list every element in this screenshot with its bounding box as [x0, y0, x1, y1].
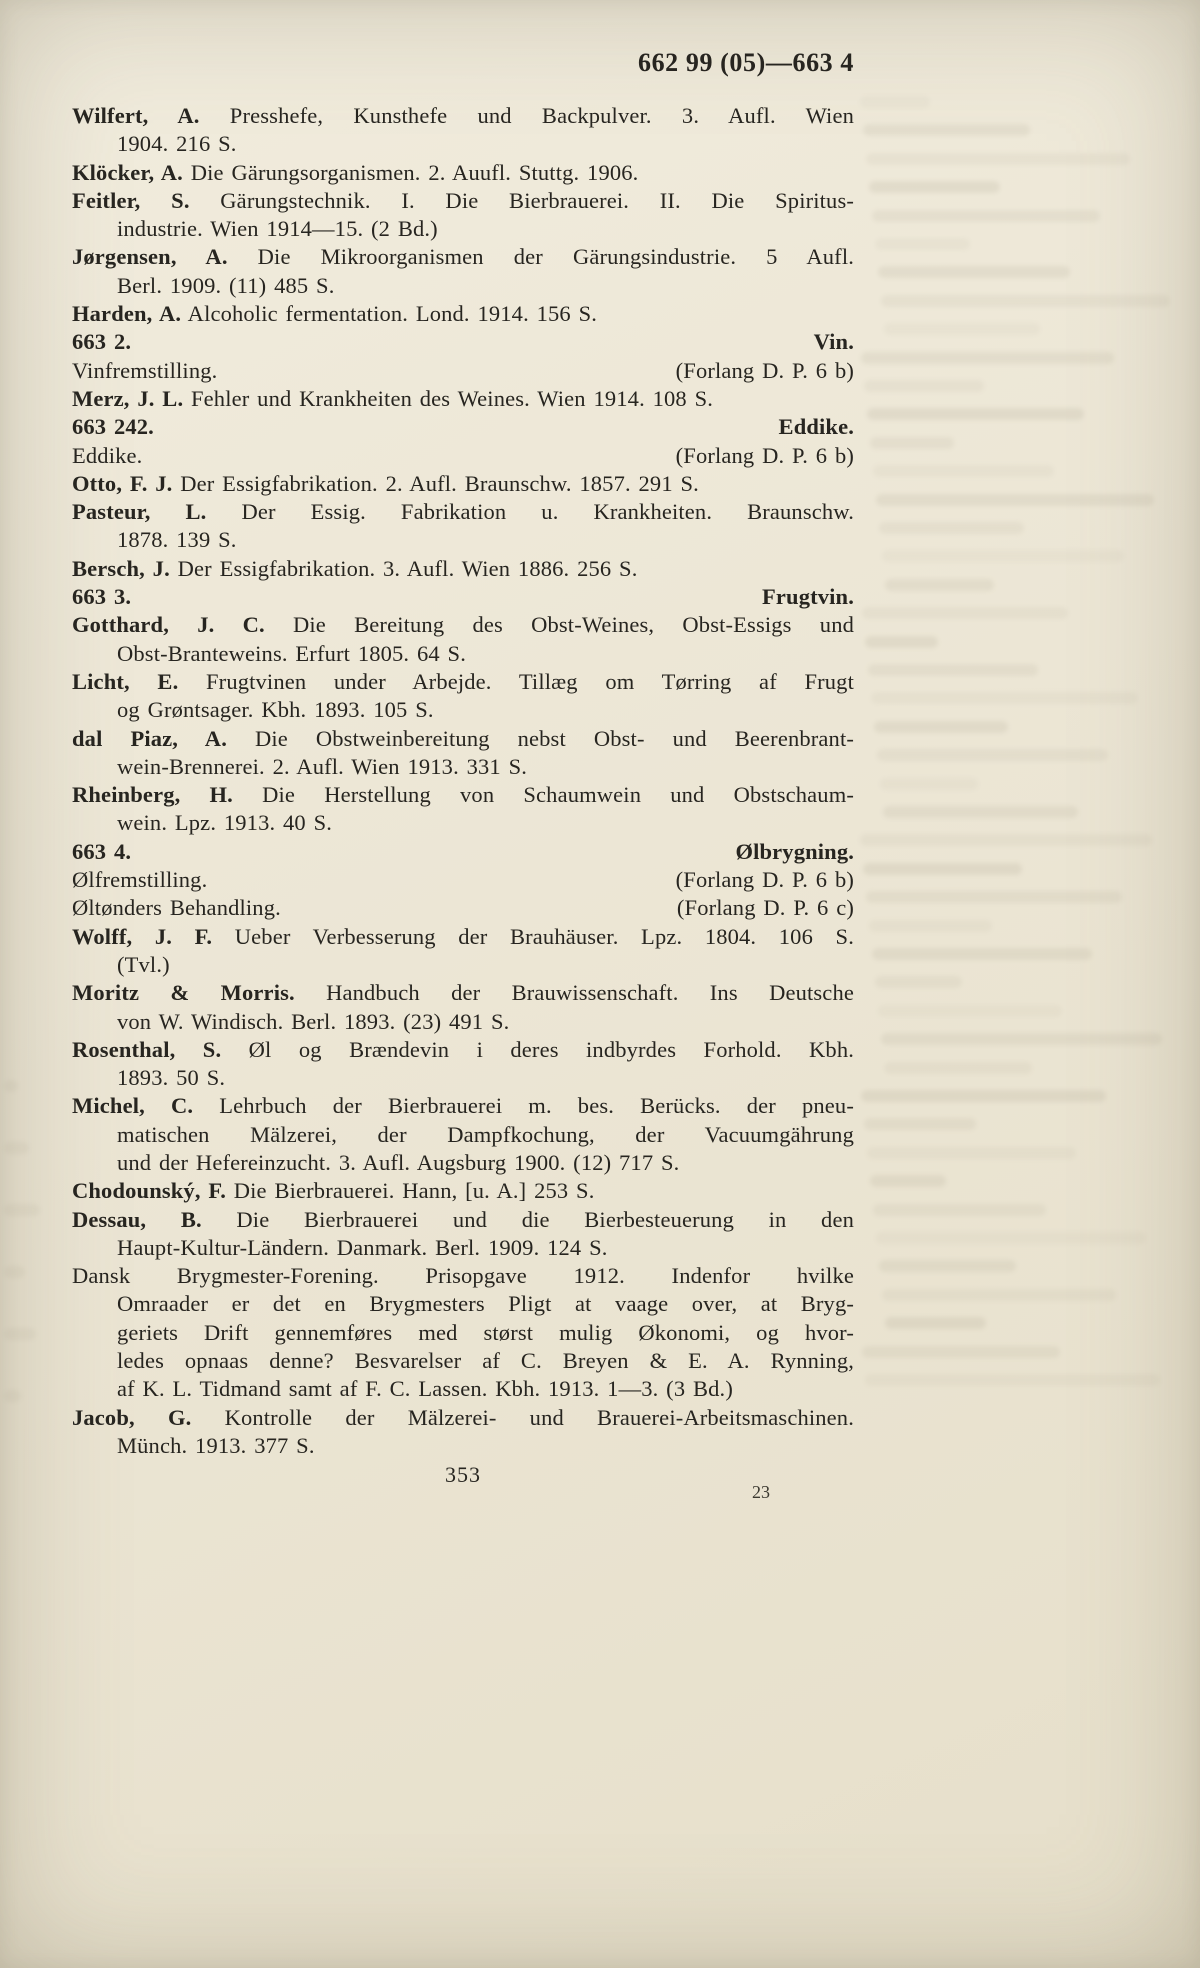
catalog-note-row — [72, 357, 854, 385]
bibliography-entry — [72, 385, 854, 413]
catalog-note-row — [72, 894, 854, 922]
entry-line: Münch. 1913. 377 S. — [117, 1432, 315, 1458]
entry-line: Feitler, S. Gärungstechnik. I. Die Bierbrauerei. II. Die Spiritus- — [72, 187, 854, 213]
bibliography-entry — [72, 470, 854, 498]
bleedthrough-mark — [875, 976, 962, 988]
catalog-note-row — [72, 866, 854, 894]
bleedthrough-mark — [876, 1232, 1146, 1244]
bleedthrough-mark — [4, 1080, 18, 1092]
bleedthrough-mark — [882, 1289, 1116, 1301]
bleedthrough-mark — [870, 437, 954, 449]
bibliography-entry — [72, 923, 854, 980]
bleedthrough-mark — [869, 920, 992, 932]
entry-author: Merz, J. L. — [72, 385, 184, 411]
bleedthrough-mark — [879, 522, 1024, 534]
section-label: Frugtvin. — [762, 584, 854, 610]
entry-author: Klöcker, A. — [72, 159, 183, 185]
bleedthrough-mark — [4, 1328, 36, 1340]
entry-line: og Grøntsager. Kbh. 1893. 105 S. — [117, 697, 434, 723]
entry-line: Wilfert, A. Presshefe, Kunsthefe und Backpulver. 3. Aufl. Wien — [72, 103, 854, 128]
section-code: 663 2. — [72, 329, 132, 355]
entry-line: Wolff, J. F. Ueber Verbesserung der Brauhäuser. Lpz. 1804. 106 S. — [72, 923, 854, 949]
bleedthrough-mark — [878, 266, 1070, 278]
entry-line: von W. Windisch. Berl. 1893. (23) 491 S. — [117, 1008, 510, 1034]
bleedthrough-mark — [865, 1374, 1160, 1386]
bibliography-entry — [72, 1092, 854, 1177]
entry-author: Feitler, S. — [72, 187, 190, 213]
note-left: Ølfremstilling. — [72, 867, 208, 893]
note-right: (Forlang D. P. 6 c) — [676, 895, 854, 921]
entry-author: Pasteur, L. — [72, 499, 207, 525]
entry-line: Gotthard, J. C. Die Bereitung des Obst-Weines, Obst-Essigs und — [72, 612, 854, 638]
entry-line: 1904. 216 S. — [117, 131, 237, 157]
page-number: 353 — [445, 1462, 481, 1487]
entry-line: Harden, A. Alcoholic fermentation. Lond. 1914. 156 S. — [72, 301, 598, 327]
entry-line: Obst-Branteweins. Erfurt 1805. 64 S. — [117, 640, 466, 666]
entry-line: Berl. 1909. (11) 485 S. — [117, 272, 335, 298]
bleedthrough-mark — [880, 778, 978, 790]
entry-line: dal Piaz, A. Die Obstweinbereitung nebst Obst- und Beerenbrant- — [72, 725, 854, 751]
entry-line: ledes opnaas denne? Besvarelser af C. Breyen & E. A. Rynning, — [117, 1348, 854, 1374]
section-label: Eddike. — [778, 414, 854, 440]
note-left: Vinfremstilling. — [72, 357, 218, 383]
bleedthrough-mark — [4, 1142, 29, 1154]
bleedthrough-mark — [879, 1260, 1016, 1272]
entry-line: Moritz & Morris. Handbuch der Brauwissenschaft. Ins Deutsche — [72, 980, 854, 1006]
entry-line: Merz, J. L. Fehler und Krankheiten des Weines. Wien 1914. 108 S. — [72, 385, 714, 411]
bibliography-entry — [72, 611, 854, 668]
catalog-note-row — [72, 442, 854, 470]
section-row — [72, 413, 854, 441]
note-left: Eddike. — [72, 442, 143, 468]
entry-line: geriets Drift gennemføres med størst mulig Økonomi, og hvor- — [117, 1319, 854, 1345]
bleedthrough-mark — [861, 352, 1114, 364]
entry-author: Licht, E. — [72, 668, 179, 694]
bibliography-entry — [72, 979, 854, 1036]
bleedthrough-mark — [4, 1390, 21, 1402]
bleedthrough-mark — [883, 806, 1078, 818]
bleedthrough-mark — [874, 721, 1008, 733]
bleedthrough-mark — [885, 1317, 986, 1329]
entry-author: Bersch, J. — [72, 555, 170, 581]
note-right: (Forlang D. P. 6 b) — [675, 357, 854, 383]
section-code: 663 3. — [72, 584, 132, 610]
bleedthrough-mark — [873, 1204, 1046, 1216]
bibliography — [72, 102, 854, 1460]
bleedthrough-mark — [865, 636, 938, 648]
note-right: (Forlang D. P. 6 b) — [675, 867, 854, 893]
note-left: Øltønders Behandling. — [72, 895, 281, 921]
bleedthrough-mark — [4, 1266, 25, 1278]
entry-line: af K. L. Tidmand samt af F. C. Lassen. Kbh. 1913. 1—3. (3 Bd.) — [117, 1376, 733, 1402]
bleedthrough-mark — [867, 408, 1084, 420]
bleedthrough-mark — [863, 863, 1022, 875]
entry-author: Michel, C. — [72, 1093, 194, 1119]
entry-author: Gotthard, J. C. — [72, 612, 265, 638]
bleedthrough-mark — [872, 948, 1092, 960]
corner-number: 23 — [752, 1482, 770, 1502]
entry-line: wein-Brennerei. 2. Aufl. Wien 1913. 331 S. — [117, 753, 528, 779]
bleedthrough-mark — [868, 664, 1038, 676]
entry-author: Otto, F. J. — [72, 470, 173, 496]
section-code: 663 242. — [72, 414, 154, 440]
entry-line: 1878. 139 S. — [117, 527, 237, 553]
bleedthrough-mark — [862, 1346, 1060, 1358]
entry-author: Jacob, G. — [72, 1404, 192, 1430]
bleedthrough-mark — [869, 181, 1000, 193]
bibliography-entry — [72, 300, 854, 328]
entry-line: Michel, C. Lehrbuch der Bierbrauerei m. bes. Berücks. der pneu- — [72, 1093, 854, 1119]
entry-line: Bersch, J. Der Essigfabrikation. 3. Aufl. Wien 1886. 256 S. — [72, 555, 638, 581]
entry-line: und der Hefereinzucht. 3. Aufl. Augsburg 1900. (12) 717 S. — [117, 1149, 680, 1175]
entry-line: 1893. 50 S. — [117, 1065, 226, 1091]
section-row — [72, 583, 854, 611]
bleedthrough-mark — [878, 1005, 1062, 1017]
entry-author: Wilfert, A. — [72, 103, 200, 128]
entry-line: Dessau, B. Die Bierbrauerei und die Bierbesteuerung in den — [72, 1206, 854, 1232]
entry-author: Rosenthal, S. — [72, 1036, 222, 1062]
entry-line: Chodounský, F. Die Bierbrauerei. Hann, [u. A.] 253 S. — [72, 1178, 595, 1204]
bibliography-entry — [72, 159, 854, 187]
entry-line: matischen Mälzerei, der Dampfkochung, der Vacuumgährung — [117, 1121, 854, 1147]
bibliography-entry — [72, 102, 854, 159]
bleedthrough-mark — [4, 1204, 40, 1216]
bibliography-entry — [72, 668, 854, 725]
entry-line: Haupt-Kultur-Ländern. Danmark. Berl. 1909. 124 S. — [117, 1234, 608, 1260]
bleedthrough-mark — [873, 465, 1054, 477]
entry-author: Chodounský, F. — [72, 1178, 226, 1204]
bleedthrough-mark — [862, 607, 1068, 619]
section-row — [72, 328, 854, 356]
bleedthrough-mark — [860, 834, 1152, 846]
entry-line: Omraader er det en Brygmesters Pligt at vaage over, at Bryg- — [117, 1291, 854, 1317]
entry-author: Wolff, J. F. — [72, 923, 213, 949]
bibliography-entry — [72, 725, 854, 782]
bleedthrough-mark — [867, 1147, 1076, 1159]
entry-line: Rosenthal, S. Øl og Brændevin i deres indbyrdes Forhold. Kbh. — [72, 1036, 854, 1062]
bleedthrough-mark — [876, 494, 1154, 506]
entry-line: Jacob, G. Kontrolle der Mälzerei- und Brauerei-Arbeitsmaschinen. — [72, 1404, 854, 1430]
bleedthrough-mark — [872, 210, 1100, 222]
bleedthrough-mark — [871, 692, 1138, 704]
bleedthrough-mark — [875, 238, 970, 250]
classmark-header: 662 99 (05)—663 4 — [637, 48, 854, 77]
bleedthrough-mark — [884, 323, 1040, 335]
bibliography-entry — [72, 1206, 854, 1263]
bleedthrough-mark — [864, 1118, 976, 1130]
bleedthrough-mark — [877, 749, 1108, 761]
entry-line: Otto, F. J. Der Essigfabrikation. 2. Aufl. Braunschw. 1857. 291 S. — [72, 470, 699, 496]
bibliography-entry — [72, 243, 854, 300]
section-label: Vin. — [813, 329, 854, 355]
bibliography-entry — [72, 555, 854, 583]
entry-line: Rheinberg, H. Die Herstellung von Schaumwein und Obstschaum- — [72, 782, 854, 808]
entry-author: Dessau, B. — [72, 1206, 202, 1232]
bleedthrough-mark — [881, 1033, 1162, 1045]
bibliography-entry — [72, 187, 854, 244]
bibliography-entry — [72, 1262, 854, 1403]
bibliography-entry — [72, 1036, 854, 1093]
bleedthrough-mark — [863, 124, 1030, 136]
bleedthrough-mark — [881, 295, 1170, 307]
bleedthrough-mark — [861, 1090, 1106, 1102]
entry-line: industrie. Wien 1914—15. (2 Bd.) — [117, 216, 438, 242]
note-right: (Forlang D. P. 6 b) — [675, 442, 854, 468]
bleedthrough-mark — [860, 96, 930, 108]
bleedthrough-mark — [866, 891, 1122, 903]
entry-line: wein. Lpz. 1913. 40 S. — [117, 810, 333, 836]
bleedthrough-mark — [870, 1175, 946, 1187]
entry-line: Dansk Brygmester-Forening. Prisopgave 1912. Indenfor hvilke — [72, 1263, 854, 1289]
bibliography-entry — [72, 1177, 854, 1205]
entry-line: Jørgensen, A. Die Mikroorganismen der Gärungsindustrie. 5 Aufl. — [72, 244, 855, 270]
entry-author: Rheinberg, H. — [72, 782, 233, 808]
bibliography-entry — [72, 498, 854, 555]
section-label: Ølbrygning. — [735, 838, 854, 864]
bleedthrough-mark — [864, 380, 984, 392]
entry-author: Harden, A. — [72, 301, 182, 327]
bleedthrough-mark — [884, 1062, 1032, 1074]
entry-line: Licht, E. Frugtvinen under Arbejde. Tillæg om Tørring af Frugt — [72, 668, 854, 694]
entry-line: Pasteur, L. Der Essig. Fabrikation u. Krankheiten. Braunschw. — [72, 499, 854, 525]
bleedthrough-mark — [882, 550, 1124, 562]
bibliography-entry — [72, 1404, 854, 1461]
bibliography-entry — [72, 781, 854, 838]
entry-author: Moritz & Morris. — [72, 980, 295, 1006]
bleedthrough-mark — [866, 153, 1130, 165]
entry-line: Klöcker, A. Die Gärungsorganismen. 2. Auufl. Stuttg. 1906. — [72, 159, 639, 185]
section-code: 663 4. — [72, 838, 132, 864]
entry-line: (Tvl.) — [117, 951, 170, 977]
bleedthrough-mark — [885, 579, 994, 591]
entry-author: Jørgensen, A. — [72, 244, 228, 270]
section-row — [72, 838, 854, 866]
entry-author: dal Piaz, A. — [72, 725, 227, 751]
